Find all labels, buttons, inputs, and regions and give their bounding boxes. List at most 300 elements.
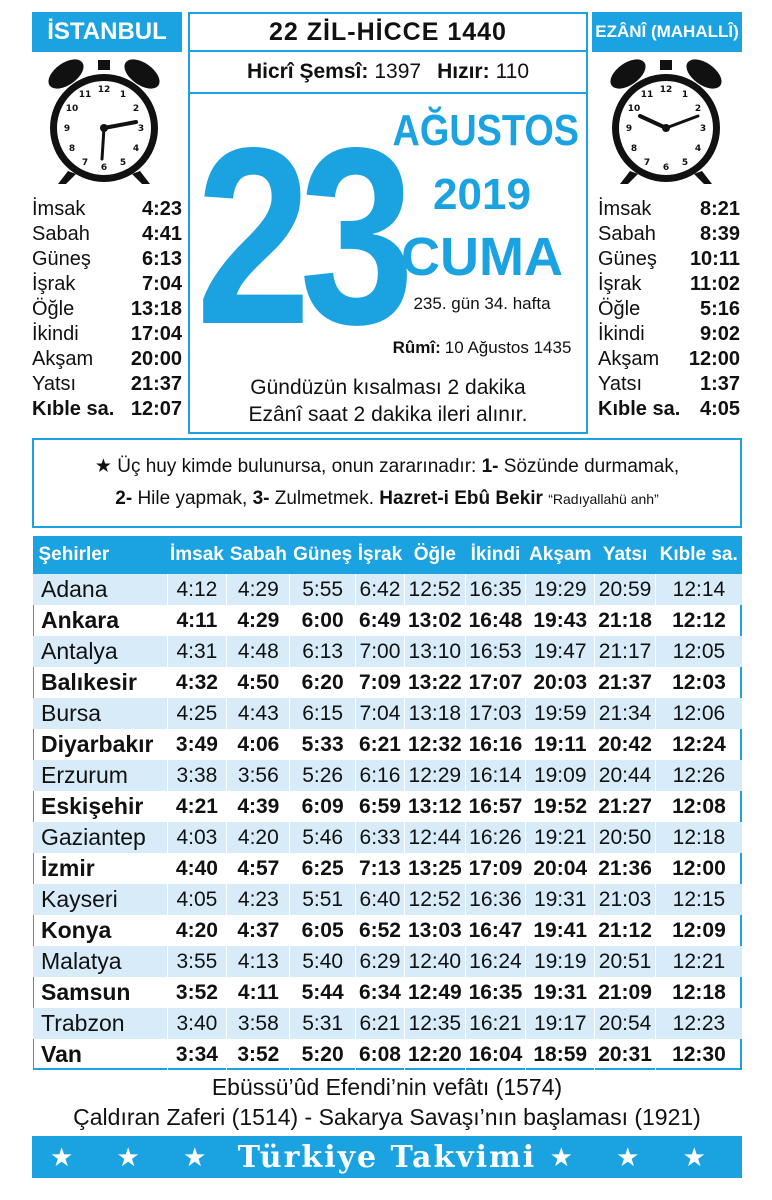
time-cell: 5:26: [290, 760, 355, 791]
svg-text:8: 8: [630, 144, 638, 154]
time-value: 4:05: [699, 398, 740, 420]
quote-item-3: Zulmetmek.: [274, 488, 374, 509]
time-value: 1:37: [699, 373, 740, 395]
time-row: [32, 347, 182, 372]
time-cell: 18:59: [526, 1039, 595, 1070]
svg-text:11: 11: [78, 90, 92, 100]
city-times-table: [32, 536, 742, 1070]
time-name: Öğle: [598, 298, 641, 320]
quote-item-2: Hile yapmak,: [137, 488, 248, 509]
city-name: Diyarbakır: [33, 729, 168, 760]
svg-text:7: 7: [81, 158, 89, 168]
time-cell: 6:20: [290, 667, 355, 698]
time-name: Kıble sa.: [32, 398, 115, 420]
time-cell: 19:09: [526, 760, 595, 791]
time-cell: 19:59: [526, 698, 595, 729]
svg-text:9: 9: [63, 124, 71, 134]
city-name: Konya: [33, 915, 168, 946]
time-name: Yatsı: [598, 373, 643, 395]
time-value: 4:41: [141, 223, 182, 245]
time-name: İkindi: [32, 323, 79, 345]
rumi-label: Rûmî:: [392, 338, 441, 357]
time-cell: 6:09: [290, 791, 355, 822]
time-value: 6:13: [141, 248, 182, 270]
time-cell: 16:14: [465, 760, 526, 791]
time-cell: 4:05: [167, 884, 227, 915]
time-cell: 13:12: [405, 791, 466, 822]
city-name: Trabzon: [33, 1008, 168, 1039]
time-cell: 3:58: [227, 1008, 290, 1039]
time-cell: 19:41: [526, 915, 595, 946]
time-name: İşrak: [32, 273, 76, 295]
time-cell: 3:56: [227, 760, 290, 791]
column-header: Kıble sa.: [655, 536, 742, 574]
table-row: [33, 977, 743, 1008]
time-row: [598, 347, 740, 372]
city-name: Eskişehir: [33, 791, 168, 822]
time-name: İşrak: [598, 273, 642, 295]
time-cell: 16:53: [465, 636, 526, 667]
table-row: [33, 760, 743, 791]
right-panel: [598, 56, 748, 422]
weekday: CUMA: [401, 227, 563, 287]
svg-text:3: 3: [699, 124, 707, 134]
time-cell: 5:44: [290, 977, 355, 1008]
time-cell: 7:13: [355, 853, 404, 884]
rumi-date: [378, 338, 586, 358]
shamsi-line: [188, 52, 588, 94]
city-name: Malatya: [33, 946, 168, 977]
svg-text:6: 6: [662, 163, 670, 173]
time-cell: 3:38: [167, 760, 227, 791]
time-row: [32, 322, 182, 347]
time-cell: 12:40: [405, 946, 466, 977]
time-cell: 5:46: [290, 822, 355, 853]
quote-item-1: Sözünde durmamak,: [503, 456, 680, 477]
time-cell: 16:16: [465, 729, 526, 760]
day-info: 235. gün 34. hafta: [413, 294, 551, 313]
quote-line-2: [115, 483, 658, 515]
quote-suffix: “Radıyallahü anh”: [548, 491, 659, 507]
time-row: [598, 197, 740, 222]
time-name: Sabah: [598, 223, 656, 245]
time-cell: 13:18: [405, 698, 466, 729]
time-cell: 12:26: [655, 760, 742, 791]
time-cell: 16:48: [465, 605, 526, 636]
time-cell: 20:50: [595, 822, 656, 853]
time-cell: 7:00: [355, 636, 404, 667]
time-cell: 4:13: [227, 946, 290, 977]
time-cell: 6:05: [290, 915, 355, 946]
time-cell: 13:25: [405, 853, 466, 884]
quote-num-2: 2-: [115, 488, 133, 509]
time-cell: 6:52: [355, 915, 404, 946]
time-cell: 17:09: [465, 853, 526, 884]
brand-bar: [32, 1136, 742, 1178]
time-cell: 19:31: [526, 977, 595, 1008]
time-cell: 4:32: [167, 667, 227, 698]
city-name: Gaziantep: [33, 822, 168, 853]
time-cell: 12:32: [405, 729, 466, 760]
time-cell: 5:55: [290, 574, 355, 605]
time-cell: 6:08: [355, 1039, 404, 1070]
time-name: Güneş: [32, 248, 91, 270]
daily-quote: [32, 438, 742, 528]
table-row: [33, 822, 743, 853]
note-line-1: Gündüzün kısalması 2 dakika: [250, 376, 526, 399]
time-row: [598, 297, 740, 322]
time-cell: 12:29: [405, 760, 466, 791]
time-cell: 4:39: [227, 791, 290, 822]
city-name: Van: [33, 1039, 168, 1070]
time-name: İmsak: [598, 198, 652, 220]
alarm-clock-icon: [44, 56, 164, 186]
time-cell: 16:04: [465, 1039, 526, 1070]
time-cell: 3:52: [167, 977, 227, 1008]
time-cell: 19:17: [526, 1008, 595, 1039]
time-cell: 12:06: [655, 698, 742, 729]
time-cell: 17:03: [465, 698, 526, 729]
time-cell: 4:31: [167, 636, 227, 667]
time-cell: 6:40: [355, 884, 404, 915]
hijri-date: 22 ZİL-HİCCE 1440: [188, 12, 588, 52]
time-row: [598, 222, 740, 247]
time-cell: 12:18: [655, 822, 742, 853]
svg-text:6: 6: [100, 163, 108, 173]
time-cell: 12:52: [405, 574, 466, 605]
time-cell: 6:29: [355, 946, 404, 977]
time-cell: 12:21: [655, 946, 742, 977]
time-cell: 20:03: [526, 667, 595, 698]
city-label: İSTANBUL: [32, 12, 182, 52]
time-cell: 3:40: [167, 1008, 227, 1039]
time-cell: 4:37: [227, 915, 290, 946]
time-cell: 13:10: [405, 636, 466, 667]
svg-text:2: 2: [132, 104, 140, 114]
time-value: 8:21: [699, 198, 740, 220]
time-cell: 12:05: [655, 636, 742, 667]
time-row: [598, 272, 740, 297]
table-row: [33, 946, 743, 977]
time-cell: 21:27: [595, 791, 656, 822]
table-row: [33, 636, 743, 667]
time-cell: 19:47: [526, 636, 595, 667]
time-cell: 4:20: [167, 915, 227, 946]
time-cell: 4:11: [227, 977, 290, 1008]
time-cell: 7:04: [355, 698, 404, 729]
time-cell: 4:40: [167, 853, 227, 884]
time-cell: 12:44: [405, 822, 466, 853]
time-value: 12:07: [130, 398, 182, 420]
city-name: Bursa: [33, 698, 168, 729]
brand-name: Türkiye Takvimi: [237, 1139, 537, 1175]
column-header: Güneş: [290, 536, 355, 574]
table-row: [33, 915, 743, 946]
time-cell: 16:47: [465, 915, 526, 946]
column-header: İmsak: [167, 536, 227, 574]
time-cell: 12:08: [655, 791, 742, 822]
time-cell: 12:12: [655, 605, 742, 636]
table-header-row: [33, 536, 743, 574]
svg-text:4: 4: [132, 144, 140, 154]
time-cell: 4:25: [167, 698, 227, 729]
time-value: 17:04: [130, 323, 182, 345]
svg-text:3: 3: [137, 124, 145, 134]
shamsi-label: Hicrî Şemsî:: [246, 60, 369, 83]
time-cell: 20:04: [526, 853, 595, 884]
time-cell: 3:34: [167, 1039, 227, 1070]
time-cell: 6:21: [355, 1008, 404, 1039]
time-row: [598, 397, 740, 422]
stars-left: ★ ★ ★: [50, 1141, 225, 1172]
time-cell: 12:49: [405, 977, 466, 1008]
time-cell: 16:57: [465, 791, 526, 822]
time-cell: 4:03: [167, 822, 227, 853]
time-value: 10:11: [689, 248, 740, 270]
time-cell: 13:02: [405, 605, 466, 636]
time-row: [598, 247, 740, 272]
svg-text:4: 4: [694, 144, 702, 154]
time-cell: 12:23: [655, 1008, 742, 1039]
column-header: Sabah: [227, 536, 290, 574]
time-cell: 20:54: [595, 1008, 656, 1039]
column-header: Öğle: [405, 536, 466, 574]
time-cell: 6:15: [290, 698, 355, 729]
time-name: İkindi: [598, 323, 645, 345]
time-cell: 16:24: [465, 946, 526, 977]
time-name: Kıble sa.: [598, 398, 681, 420]
time-cell: 12:00: [655, 853, 742, 884]
time-row: [598, 322, 740, 347]
time-row: [32, 272, 182, 297]
city-name: Samsun: [33, 977, 168, 1008]
day-note: [188, 370, 588, 434]
alarm-clock-icon: [606, 56, 726, 186]
time-cell: 19:29: [526, 574, 595, 605]
table-row: [33, 605, 743, 636]
time-cell: 12:03: [655, 667, 742, 698]
month-name: AĞUSTOS: [392, 106, 579, 155]
time-cell: 6:21: [355, 729, 404, 760]
time-cell: 19:19: [526, 946, 595, 977]
quote-num-1: 1-: [481, 456, 499, 477]
hizir-label: Hızır:: [437, 60, 490, 83]
table-row: [33, 574, 743, 605]
time-name: Akşam: [32, 348, 94, 370]
city-name: Antalya: [33, 636, 168, 667]
event-line-1: Ebüssü’ûd Efendi’nin vefâtı (1574): [211, 1074, 563, 1100]
time-cell: 4:06: [227, 729, 290, 760]
time-cell: 4:43: [227, 698, 290, 729]
time-value: 20:00: [130, 348, 182, 370]
column-header: İkindi: [465, 536, 526, 574]
column-header: Yatsı: [595, 536, 656, 574]
time-cell: 12:35: [405, 1008, 466, 1039]
note-line-2: Ezânî saat 2 dakika ileri alınır.: [248, 403, 528, 426]
time-cell: 16:21: [465, 1008, 526, 1039]
day-number: 23: [196, 96, 403, 377]
time-name: Yatsı: [32, 373, 77, 395]
table-row: [33, 1039, 743, 1070]
time-cell: 16:35: [465, 977, 526, 1008]
time-cell: 21:37: [595, 667, 656, 698]
time-cell: 3:49: [167, 729, 227, 760]
hizir-value: 110: [495, 60, 530, 83]
time-cell: 5:20: [290, 1039, 355, 1070]
svg-text:10: 10: [627, 104, 641, 114]
table-row: [33, 729, 743, 760]
city-name: Ankara: [33, 605, 168, 636]
time-cell: 12:09: [655, 915, 742, 946]
time-cell: 6:59: [355, 791, 404, 822]
column-header: İşrak: [355, 536, 404, 574]
table-row: [33, 667, 743, 698]
time-cell: 21:17: [595, 636, 656, 667]
svg-text:8: 8: [68, 144, 76, 154]
star-icon: ★: [94, 456, 112, 477]
time-value: 12:00: [688, 348, 740, 370]
ezani-label: EZÂNÎ (MAHALLÎ): [592, 12, 742, 52]
quote-intro: Üç huy kimde bulunursa, onun zararınadır:: [117, 456, 477, 477]
event-line-2: Çaldıran Zaferi (1514) - Sakarya Savaşı’nın başlaması (1921): [73, 1104, 701, 1130]
svg-text:12: 12: [97, 85, 111, 95]
time-cell: 19:43: [526, 605, 595, 636]
svg-text:7: 7: [643, 158, 651, 168]
time-cell: 20:44: [595, 760, 656, 791]
time-cell: 20:42: [595, 729, 656, 760]
time-cell: 5:33: [290, 729, 355, 760]
time-row: [32, 247, 182, 272]
time-cell: 19:31: [526, 884, 595, 915]
svg-text:2: 2: [694, 104, 702, 114]
year: 2019: [433, 170, 531, 219]
time-cell: 6:16: [355, 760, 404, 791]
time-cell: 12:15: [655, 884, 742, 915]
time-cell: 20:51: [595, 946, 656, 977]
quote-line-1: [95, 451, 679, 483]
time-value: 8:39: [699, 223, 740, 245]
table-row: [33, 884, 743, 915]
time-cell: 13:22: [405, 667, 466, 698]
time-cell: 3:52: [227, 1039, 290, 1070]
svg-text:5: 5: [119, 158, 127, 168]
time-cell: 20:59: [595, 574, 656, 605]
time-cell: 12:18: [655, 977, 742, 1008]
time-cell: 6:25: [290, 853, 355, 884]
time-value: 21:37: [130, 373, 182, 395]
time-cell: 13:03: [405, 915, 466, 946]
time-cell: 21:36: [595, 853, 656, 884]
time-cell: 5:40: [290, 946, 355, 977]
table-body: [33, 574, 743, 1070]
time-cell: 12:30: [655, 1039, 742, 1070]
rumi-value: 10 Ağustos 1435: [444, 338, 572, 357]
time-cell: 12:20: [405, 1039, 466, 1070]
time-row: [598, 372, 740, 397]
quote-num-3: 3-: [252, 488, 270, 509]
time-cell: 4:12: [167, 574, 227, 605]
column-header: Akşam: [526, 536, 595, 574]
time-cell: 17:07: [465, 667, 526, 698]
time-cell: 16:36: [465, 884, 526, 915]
time-cell: 19:21: [526, 822, 595, 853]
time-name: İmsak: [32, 198, 86, 220]
time-cell: 19:52: [526, 791, 595, 822]
time-cell: 6:33: [355, 822, 404, 853]
city-name: İzmir: [33, 853, 168, 884]
time-row: [32, 222, 182, 247]
time-cell: 12:52: [405, 884, 466, 915]
time-value: 13:18: [130, 298, 182, 320]
time-cell: 3:55: [167, 946, 227, 977]
time-cell: 6:13: [290, 636, 355, 667]
time-cell: 21:18: [595, 605, 656, 636]
time-cell: 4:23: [227, 884, 290, 915]
time-row: [32, 372, 182, 397]
table-row: [33, 853, 743, 884]
time-cell: 21:03: [595, 884, 656, 915]
time-cell: 4:21: [167, 791, 227, 822]
time-cell: 20:31: [595, 1039, 656, 1070]
time-cell: 6:49: [355, 605, 404, 636]
time-cell: 21:09: [595, 977, 656, 1008]
time-value: 4:23: [141, 198, 182, 220]
shamsi-value: 1397: [374, 60, 422, 83]
city-name: Erzurum: [33, 760, 168, 791]
time-cell: 21:12: [595, 915, 656, 946]
time-name: Sabah: [32, 223, 90, 245]
time-cell: 4:29: [227, 605, 290, 636]
time-cell: 6:00: [290, 605, 355, 636]
svg-text:5: 5: [681, 158, 689, 168]
city-name: Balıkesir: [33, 667, 168, 698]
ezani-times: [598, 197, 740, 422]
time-cell: 7:09: [355, 667, 404, 698]
svg-text:11: 11: [640, 90, 654, 100]
city-name: Kayseri: [33, 884, 168, 915]
time-value: 5:16: [699, 298, 740, 320]
table-row: [33, 698, 743, 729]
svg-text:9: 9: [625, 124, 633, 134]
svg-text:12: 12: [659, 85, 673, 95]
time-cell: 4:48: [227, 636, 290, 667]
time-cell: 4:57: [227, 853, 290, 884]
time-cell: 4:29: [227, 574, 290, 605]
svg-text:10: 10: [65, 104, 79, 114]
local-times: [32, 197, 182, 422]
time-cell: 5:31: [290, 1008, 355, 1039]
time-cell: 12:24: [655, 729, 742, 760]
time-cell: 5:51: [290, 884, 355, 915]
time-row: [32, 297, 182, 322]
left-panel: [32, 56, 182, 422]
time-cell: 12:14: [655, 574, 742, 605]
time-value: 11:02: [689, 273, 740, 295]
time-cell: 16:26: [465, 822, 526, 853]
time-row: [32, 397, 182, 422]
svg-text:1: 1: [119, 90, 127, 100]
city-name: Adana: [33, 574, 168, 605]
time-cell: 6:34: [355, 977, 404, 1008]
time-name: Güneş: [598, 248, 657, 270]
time-cell: 16:35: [465, 574, 526, 605]
time-cell: 4:11: [167, 605, 227, 636]
time-cell: 4:20: [227, 822, 290, 853]
time-cell: 21:34: [595, 698, 656, 729]
table-row: [33, 791, 743, 822]
table-row: [33, 1008, 743, 1039]
time-name: Öğle: [32, 298, 75, 320]
